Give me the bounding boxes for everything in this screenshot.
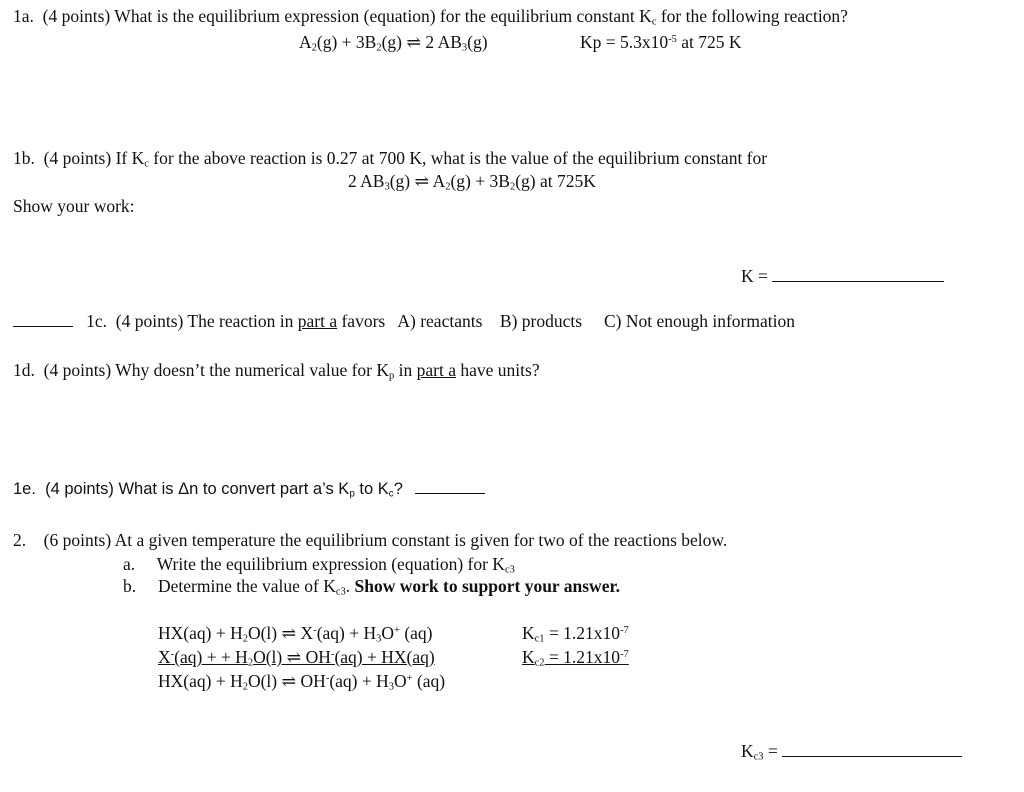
- rxn-sub: 3: [461, 42, 468, 54]
- rxn-part: 2 AB: [348, 171, 385, 191]
- q1d-text-mid: in: [398, 360, 413, 380]
- rxn-part: (aq) + H: [316, 623, 377, 643]
- q1b-text: If K: [115, 148, 145, 168]
- q1d-sub: p: [389, 370, 395, 382]
- q2-question: [13, 532, 727, 550]
- q2-label: 2.: [13, 530, 27, 550]
- k-sub: c1: [534, 633, 545, 645]
- k-exponent: -7: [620, 649, 629, 661]
- rxn-sub: 3: [388, 681, 395, 693]
- q1a-reaction: [299, 34, 488, 52]
- rxn-sub: 2: [311, 42, 317, 54]
- show-work-label: Show your work:: [13, 196, 135, 216]
- k-value: = 1.21x10: [544, 623, 621, 643]
- answer-label: K =: [741, 266, 768, 286]
- rxn-sub: 2: [445, 181, 451, 193]
- q1a-label: 1a.: [13, 6, 34, 26]
- q1a-points: (4 points): [42, 6, 111, 26]
- q1e-sub: p: [349, 488, 355, 500]
- rxn-part: (g): [467, 32, 488, 52]
- rxn-sub: 2: [376, 42, 382, 54]
- q1c-text-end: favors: [341, 311, 386, 331]
- rxn-sub: 2: [247, 657, 254, 669]
- q2b: [123, 578, 620, 596]
- reaction-3: [158, 673, 445, 691]
- q2a-label: a.: [123, 554, 136, 574]
- rxn-part: O(l) ⇌ X: [247, 623, 314, 643]
- q2-text: At a given temperature the equilibrium constant is given for two of the reactions below.: [114, 530, 728, 550]
- q1d-text: Why doesn’t the numerical value for K: [115, 360, 390, 380]
- rxn-part: (aq) + H: [329, 671, 389, 691]
- q1d-question: [13, 362, 540, 380]
- q1c-answer-blank[interactable]: [13, 325, 73, 327]
- kc3-label: K: [741, 741, 754, 761]
- q1e-answer-blank[interactable]: [415, 492, 485, 494]
- k-label: K: [522, 623, 535, 643]
- rxn-sub: 2: [509, 181, 516, 193]
- q1a-text: What is the equilibrium expression (equation) for the equilibrium constant K: [114, 6, 652, 26]
- q1e-points: (4 points): [45, 480, 114, 498]
- q1b-text-end: for the above reaction is 0.27 at 700 K, what is the value of the equilibrium constant for: [153, 148, 768, 168]
- k1-value: [522, 625, 629, 643]
- q1a-text-end: for the following reaction?: [660, 6, 848, 26]
- q1c-label: 1c.: [86, 311, 108, 331]
- kp-exponent: -5: [668, 34, 677, 46]
- q1e-label: 1e.: [13, 480, 36, 498]
- k-value: = 1.21x10: [544, 647, 621, 667]
- option-b: B) products: [499, 311, 583, 331]
- q1c-question: [13, 313, 795, 331]
- kp-temp: at 725 K: [676, 32, 742, 52]
- rxn-part: X: [158, 647, 171, 667]
- rxn-part: (aq) + + H: [174, 647, 248, 667]
- q2b-text: Determine the value of K: [158, 576, 336, 596]
- rxn-charge: +: [406, 673, 413, 685]
- kc3-sub: c3: [753, 751, 764, 763]
- q1e-question: [13, 481, 485, 498]
- q1c-text: The reaction in: [187, 311, 294, 331]
- k2-value: [522, 649, 629, 667]
- q1e-text: What is Δn to convert part a’s K: [118, 480, 350, 498]
- rxn-part: O(l) ⇌ OH: [247, 671, 326, 691]
- q1e-sub: c: [388, 488, 394, 500]
- q1b-sub: c: [144, 158, 149, 170]
- rxn-sub: 2: [242, 681, 248, 693]
- rxn-part: HX(aq) + H: [158, 623, 243, 643]
- q1c-points: (4 points): [115, 311, 184, 331]
- q1d-text-end: have units?: [460, 360, 540, 380]
- rxn-part: O(l) ⇌ OH: [253, 647, 331, 667]
- rxn-part: O: [381, 623, 395, 643]
- rxn-part: (g) ⇌ 2 AB: [381, 32, 462, 52]
- rxn-sub: 2: [242, 633, 248, 645]
- k-exponent: -7: [620, 625, 629, 637]
- q2a-sub: c3: [504, 564, 515, 576]
- q2b-label: b.: [123, 576, 137, 596]
- rxn-sub: 3: [376, 633, 382, 645]
- kc3-equals: =: [763, 741, 778, 761]
- option-c: C) Not enough information: [603, 311, 795, 331]
- q2a-text: Write the equilibrium expression (equation) for K: [156, 554, 505, 574]
- k-sub: c2: [534, 657, 545, 669]
- q1e-text-mid: to K: [359, 480, 389, 498]
- q1b-question: [13, 150, 767, 168]
- rxn-charge: -: [325, 673, 330, 685]
- q1d-points: (4 points): [43, 360, 112, 380]
- q1a-sub: c: [651, 16, 657, 28]
- q1b-reaction: [348, 173, 596, 191]
- part-a-link: part a: [297, 311, 338, 331]
- q1a-question: [13, 8, 848, 26]
- q1b-points: (4 points): [43, 148, 112, 168]
- rxn-sub: 3: [384, 181, 390, 193]
- rxn-part: (g) + 3B: [316, 32, 377, 52]
- reaction-1: [158, 625, 433, 643]
- q2a: [123, 556, 515, 574]
- rxn-charge: -: [313, 625, 317, 637]
- q1e-text-end: ?: [393, 480, 403, 498]
- q1b-answer: [741, 268, 944, 286]
- q2-points: (6 points): [43, 530, 112, 550]
- rxn-charge: +: [394, 625, 400, 637]
- rxn-charge: -: [330, 649, 335, 661]
- q2b-bold-instruction: Show work to support your answer.: [354, 576, 620, 596]
- q1a-kp: [580, 34, 742, 52]
- k-label: K: [522, 647, 535, 667]
- kc3-answer-blank[interactable]: [782, 755, 962, 757]
- reaction-2: [158, 649, 435, 667]
- rxn-part: (g) + 3B: [450, 171, 510, 191]
- rxn-part: O: [394, 671, 407, 691]
- part-a-link: part a: [416, 360, 457, 380]
- answer-blank[interactable]: [772, 280, 944, 282]
- rxn-part: A: [299, 32, 312, 52]
- q1d-label: 1d.: [13, 360, 35, 380]
- option-a: A) reactants: [397, 311, 483, 331]
- rxn-part: (g) ⇌ A: [389, 171, 446, 191]
- q2b-text-end: .: [345, 576, 351, 596]
- kp-text: Kp = 5.3x10: [580, 32, 669, 52]
- q1b-label: 1b.: [13, 148, 35, 168]
- rxn-part: HX(aq) + H: [158, 671, 243, 691]
- rxn-part: (aq): [399, 623, 433, 643]
- q2b-sub: c3: [335, 586, 346, 598]
- rxn-part: (aq) + HX(aq): [334, 647, 435, 667]
- rxn-charge: -: [170, 649, 175, 661]
- kc3-answer: [741, 743, 962, 761]
- rxn-part: (aq): [412, 671, 446, 691]
- rxn-part: (g) at 725K: [515, 171, 596, 191]
